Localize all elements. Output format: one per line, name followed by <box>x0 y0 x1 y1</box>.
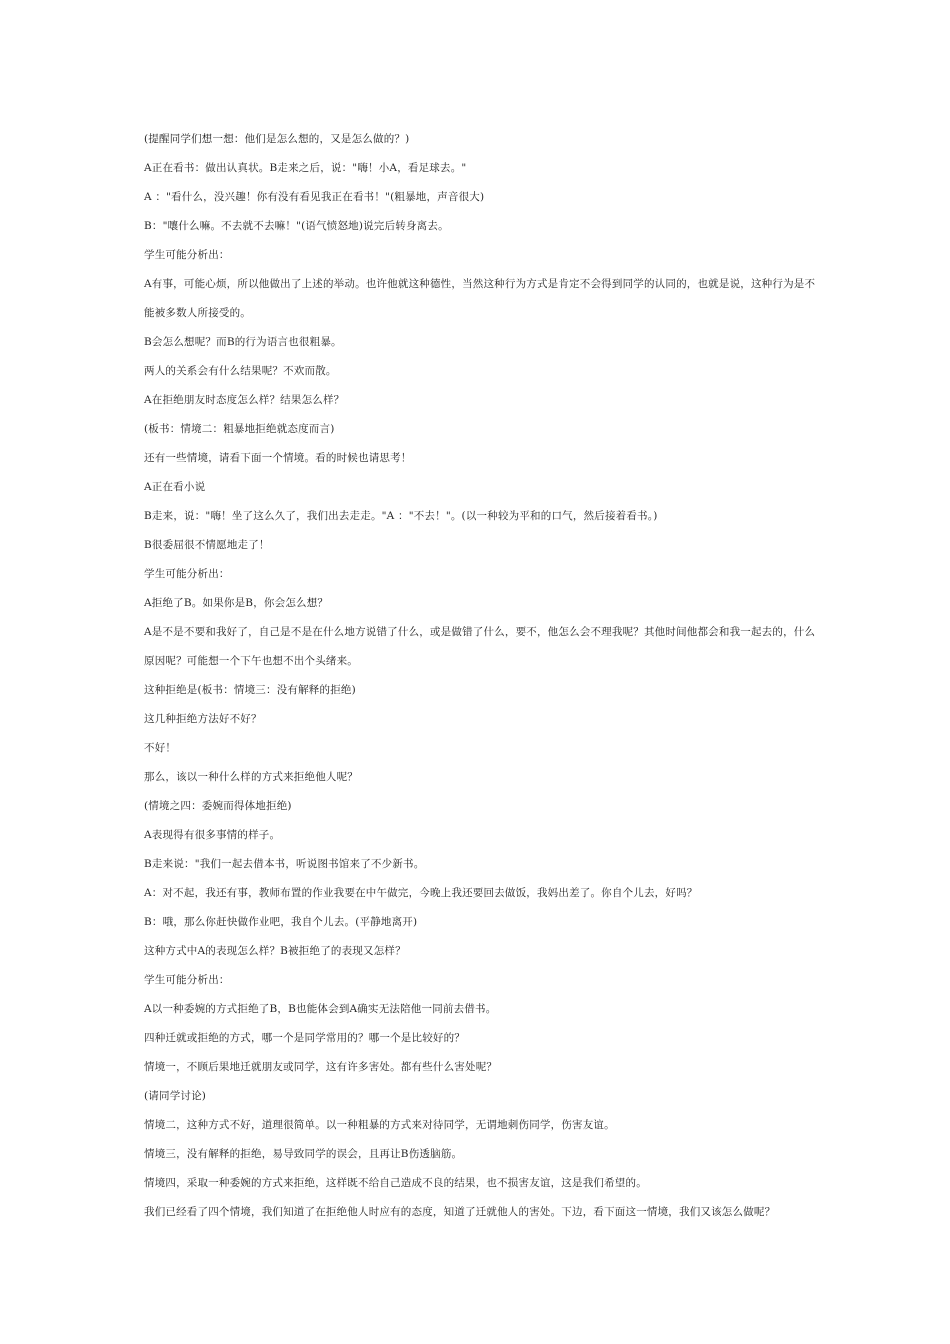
paragraph: A有事，可能心烦，所以他做出了上述的举动。也许他就这种德性，当然这种行为方式是肯定不会得到同学的认同的，也就是说，这种行为是不能被多数人所接受的。 <box>144 278 816 319</box>
paragraph: 四种迁就或拒绝的方式，哪一个是同学常用的？哪一个是比较好的？ <box>144 1032 465 1044</box>
paragraph: A正在看书：做出认真状。B走来之后，说："嗨！小A，看足球去。" <box>144 162 467 174</box>
paragraph: (请同学讨论) <box>144 1090 207 1102</box>
paragraph: 情境三，没有解释的拒绝，易导致同学的误会，且再让B伤透脑筋。 <box>144 1148 463 1160</box>
paragraph: A：对不起，我还有事，教师布置的作业我要在中午做完，今晚上我还要回去做饭，我妈出差了。你自个儿去，好吗？ <box>144 887 698 899</box>
paragraph: 还有一些情境，请看下面一个情境。看的时候也请思考！ <box>144 452 412 464</box>
paragraph: 学生可能分析出： <box>144 249 230 261</box>
paragraph: 情境四，采取一种委婉的方式来拒绝，这样既不给自己造成不良的结果，也不损害友谊，这是我们希望的。 <box>144 1177 647 1189</box>
paragraph: B走来，说："嗨！坐了这么久了，我们出去走走。"A ："不去！"。(以一种较为平和的口气，然后接着看书。) <box>144 510 658 522</box>
paragraph: (情境之四：委婉而得体地拒绝) <box>144 800 292 812</box>
paragraph: B："嚷什么嘛。不去就不去嘛！"(语气愤怒地)说完后转身离去。 <box>144 220 449 232</box>
paragraph: B会怎么想呢？而B的行为语言也很粗暴。 <box>144 336 342 348</box>
paragraph: 那么，该以一种什么样的方式来拒绝他人呢？ <box>144 771 358 783</box>
paragraph: B：哦，那么你赶快做作业吧，我自个儿去。(平静地离开) <box>144 916 418 928</box>
paragraph: A正在看小说 <box>144 481 206 493</box>
paragraph: 这种方式中A的表现怎么样？B被拒绝了的表现又怎样？ <box>144 945 406 957</box>
paragraph: (提醒同学们想一想：他们是怎么想的，又是怎么做的？) <box>144 133 410 145</box>
document-body <box>144 125 816 1227</box>
paragraph: A以一种委婉的方式拒绝了B，B也能体会到A确实无法陪他一同前去借书。 <box>144 1003 497 1015</box>
paragraph: 学生可能分析出： <box>144 974 230 986</box>
paragraph: 两人的关系会有什么结果呢？不欢而散。 <box>144 365 337 377</box>
paragraph: 情境二，这种方式不好，道理很简单。以一种粗暴的方式来对待同学，无谓地刺伤同学，伤害友谊。 <box>144 1119 615 1131</box>
paragraph: A ："看什么，没兴趣！你有没有看见我正在看书！"(粗暴地，声音很大) <box>144 191 485 203</box>
paragraph: A表现得有很多事情的样子。 <box>144 829 281 841</box>
paragraph: 这种拒绝是(板书：情境三：没有解释的拒绝) <box>144 684 356 696</box>
paragraph: 我们已经看了四个情境，我们知道了在拒绝他人时应有的态度，知道了迁就他人的害处。下边，看下面这一情境，我们又该怎么做呢？ <box>144 1206 776 1218</box>
paragraph: A是不是不要和我好了，自己是不是在什么地方说错了什么，或是做错了什么，要不，他怎么会不理我呢？其他时间他都会和我一起去的，什么原因呢？可能想一个下午也想不出个头绪来。 <box>144 626 816 667</box>
paragraph: B走来说："我们一起去借本书，听说图书馆来了不少新书。 <box>144 858 425 870</box>
paragraph: A在拒绝朋友时态度怎么样？结果怎么样？ <box>144 394 345 406</box>
paragraph: B很委屈很不情愿地走了！ <box>144 539 270 551</box>
paragraph: 不好！ <box>144 742 177 754</box>
paragraph: 情境一，不顾后果地迁就朋友或同学，这有许多害处。都有些什么害处呢？ <box>144 1061 498 1073</box>
paragraph: 这几种拒绝方法好不好？ <box>144 713 262 725</box>
paragraph: A拒绝了B。如果你是B，你会怎么想？ <box>144 597 329 609</box>
paragraph: 学生可能分析出： <box>144 568 230 580</box>
paragraph: (板书：情境二：粗暴地拒绝就态度而言) <box>144 423 335 435</box>
